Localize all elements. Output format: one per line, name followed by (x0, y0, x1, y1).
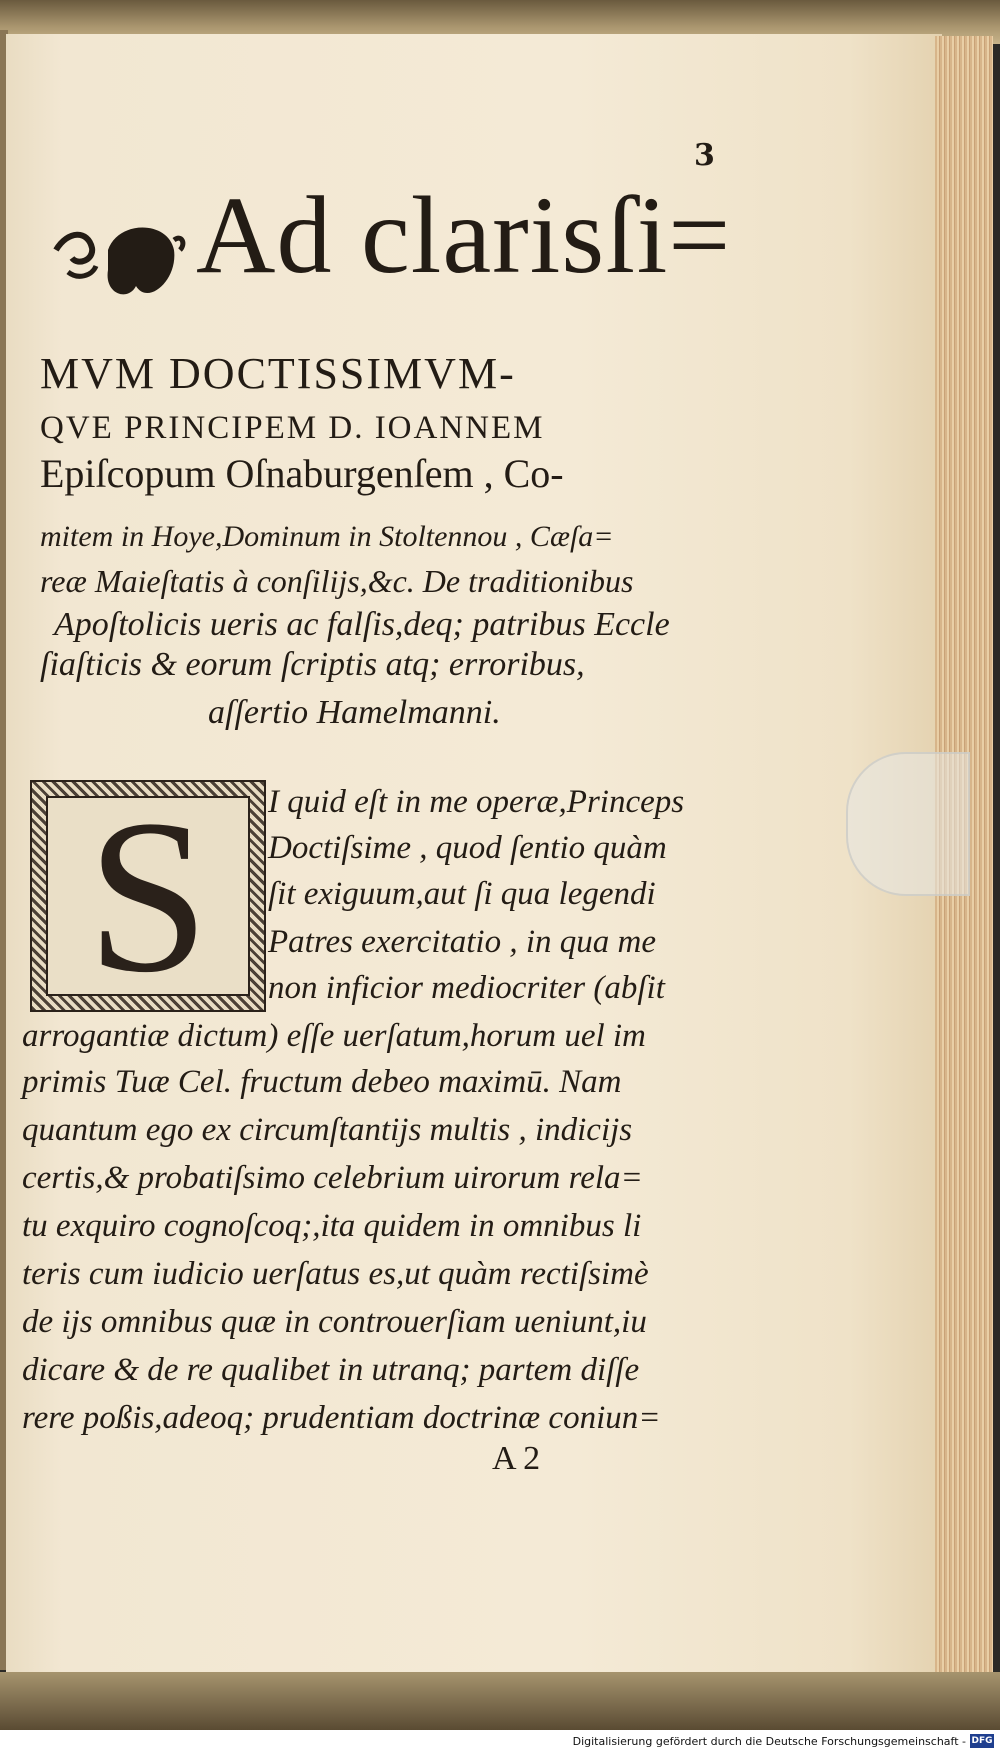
title-line-7: ſiaſticis & eorum ſcriptis atq; erroribus, (40, 646, 585, 683)
title-main: Ad clarisſi= (196, 174, 732, 296)
body-line-6: arrogantiæ dictum) eſſe uerſatum,horum uel im (22, 1018, 646, 1054)
title-line-6: Apoſtolicis ueris ac falſis,deq; patribus Eccle (54, 606, 670, 643)
title-caps-line-1: MVM DOCTISSIMVM- (40, 349, 516, 398)
body-line-4: Patres exercitatio , in qua me (268, 924, 656, 960)
body-line-3: ſit exiguum,aut ſi qua legendi (268, 876, 656, 912)
title-line-4: mitem in Hoye,Dominum in Stoltennou , Cæſa= (40, 520, 614, 553)
body-line-14: rere poßis,adeoq; prudentiam doctrinæ coniun= (22, 1400, 661, 1436)
page-tab-clip (846, 752, 970, 896)
body-line-12: de ijs omnibus quæ in controuerſiam ueniunt,iu (22, 1304, 647, 1340)
initial-letter: S (86, 774, 210, 1018)
signature-mark: A 2 (492, 1440, 541, 1477)
body-line-2: Doctiſsime , quod ſentio quàm (268, 830, 667, 866)
body-line-13: dicare & de re qualibet in utranq; partem diſſe (22, 1352, 640, 1388)
book-cover-bottom (0, 1672, 1000, 1730)
decorated-initial (30, 774, 266, 1018)
title-line-3: Epiſcopum Oſnaburgenſem , Co- (40, 451, 564, 496)
body-line-9: certis,& probatiſsimo celebrium uirorum rela= (22, 1160, 643, 1196)
fleuron-ornament-icon (48, 210, 188, 310)
body-line-10: tu exquiro cognoſcoq;,ita quidem in omnibus li (22, 1208, 642, 1244)
title-caps-line-2: QVE PRINCIPEM D. IOANNEM (40, 410, 545, 446)
body-line-8: quantum ego ex circumſtantijs multis , indicijs (22, 1112, 633, 1148)
title-line-5: reæ Maieſtatis à conſilijs,&c. De traditionibus (40, 563, 634, 599)
dfg-logo: DFG (971, 1736, 993, 1746)
page-number: 3 (694, 138, 715, 173)
body-line-11: teris cum iudicio uerſatus es,ut quàm rectiſsimè (22, 1256, 649, 1292)
body-line-1: I quid eſt in me operæ,Princeps (268, 784, 685, 820)
funding-credit: Digitalisierung gefördert durch die Deutsche Forschungsgemeinschaft - (572, 1735, 966, 1748)
body-line-7: primis Tuæ Cel. fructum debeo maximū. Nam (22, 1064, 622, 1100)
decorated-initial-panel (46, 774, 250, 1018)
title-line-8: aſſertio Hamelmanni. (208, 694, 501, 731)
body-line-5: non inficior mediocriter (abſit (268, 970, 665, 1006)
